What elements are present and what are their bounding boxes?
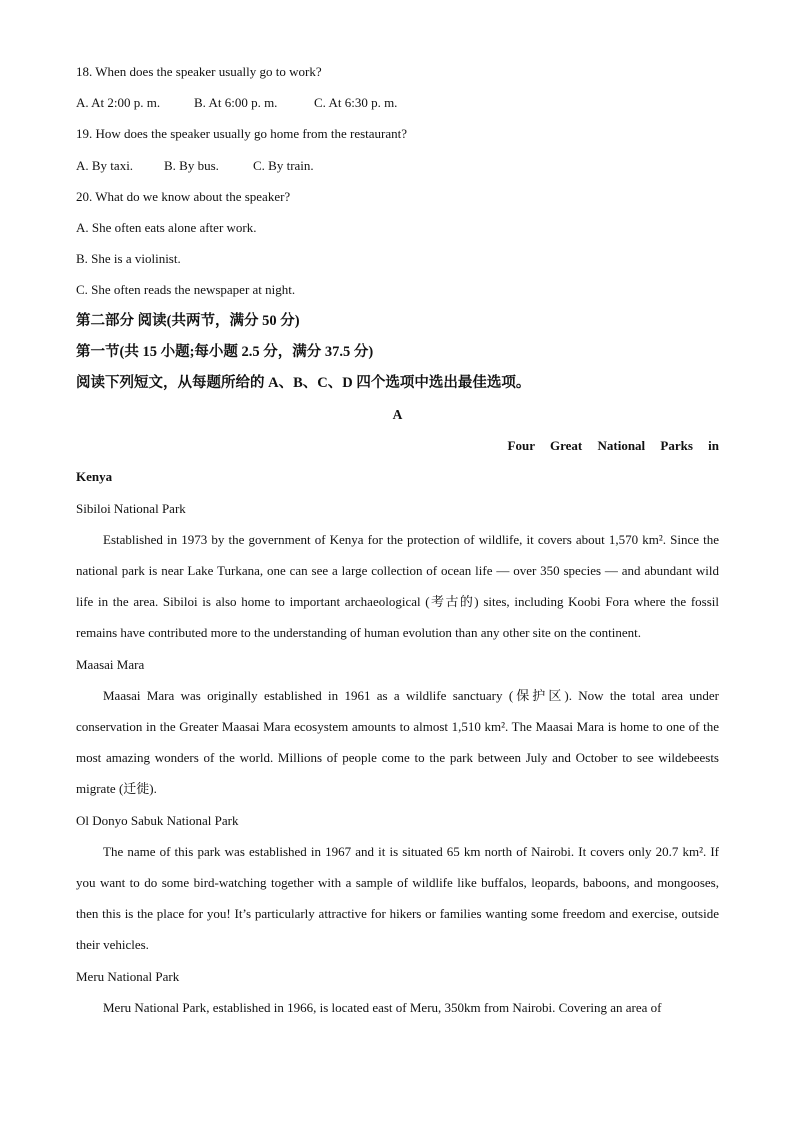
exam-page [76,56,719,1023]
park-heading: Ol Donyo Sabuk National Park [76,812,239,828]
park-paragraph: Meru National Park, established in 1966, is located east of Meru, 350km from Nairobi. Covering an area of [103,999,662,1015]
question-18: 18. When does the speaker usually go to work? [76,64,322,79]
option-a: A. By taxi. [76,157,134,173]
park-paragraph: Established in 1973 by the government of Kenya for the protection of wildlife, it covers about 1,570 km². Since the national park is near Lake Turkana, one can see a large collection of ocean life — over 350 species — and abundant wild life in the area. Sibiloi is also home to important archaeological (考古的) sites, including Koobi Fora where the fossil remains have contributed more to the understanding of human evolution than any other site on the continent. [76,531,719,641]
park-heading: Meru National Park [76,968,180,984]
option-b: B. By bus. [164,157,219,173]
passage-title: Four Great National Parks in [507,438,719,454]
passage-label: A [392,407,403,423]
section-heading: 第一节(共 15 小题;每小题 2.5 分，满分 37.5 分) [76,343,374,360]
option-c: C. She often reads the newspaper at night. [76,282,296,298]
passage-title-continued: Kenya [76,469,113,485]
question-20: 20. What do we know about the speaker? [76,188,291,204]
park-heading: Sibiloi National Park [76,500,186,516]
question-19-options [76,150,719,181]
option-a: A. At 2:00 p. m. [76,95,161,111]
option-a: A. She often eats alone after work. [76,219,257,235]
instruction: 阅读下列短文，从每题所给的 A、B、C、D 四个选项中选出最佳选项。 [76,374,531,391]
question-19: 19. How does the speaker usually go home from the restaurant? [76,126,408,142]
park-paragraph: Maasai Mara was originally established in 1961 as a wildlife sanctuary (保护区). Now the total area under conservation in the Greater Maasai Mara ecosystem amounts to almost 1,510 km². The Maasai Mara is home to one of the most amazing wonders of the world. Millions of people come to the park between July and October to see wildebeests migrate (迁徙). [76,687,719,797]
option-c: C. By train. [253,157,314,173]
option-b: B. At 6:00 p. m. [194,95,278,111]
option-c: C. At 6:30 p. m. [314,95,398,111]
park-heading: Maasai Mara [76,656,145,672]
question-18-options [76,87,719,118]
park-paragraph: The name of this park was established in 1967 and it is situated 65 km north of Nairobi. It covers only 20.7 km². If you want to do some bird-watching together with a sample of wildlife like buffalos, leopards, baboons, and mongooses, then this is the place for you! It’s particularly attractive for hikers or families wanting some freedom and exercise, outside their vehicles. [76,843,719,953]
part-heading: 第二部分 阅读(共两节，满分 50 分) [76,312,300,329]
option-b: B. She is a violinist. [76,251,181,267]
